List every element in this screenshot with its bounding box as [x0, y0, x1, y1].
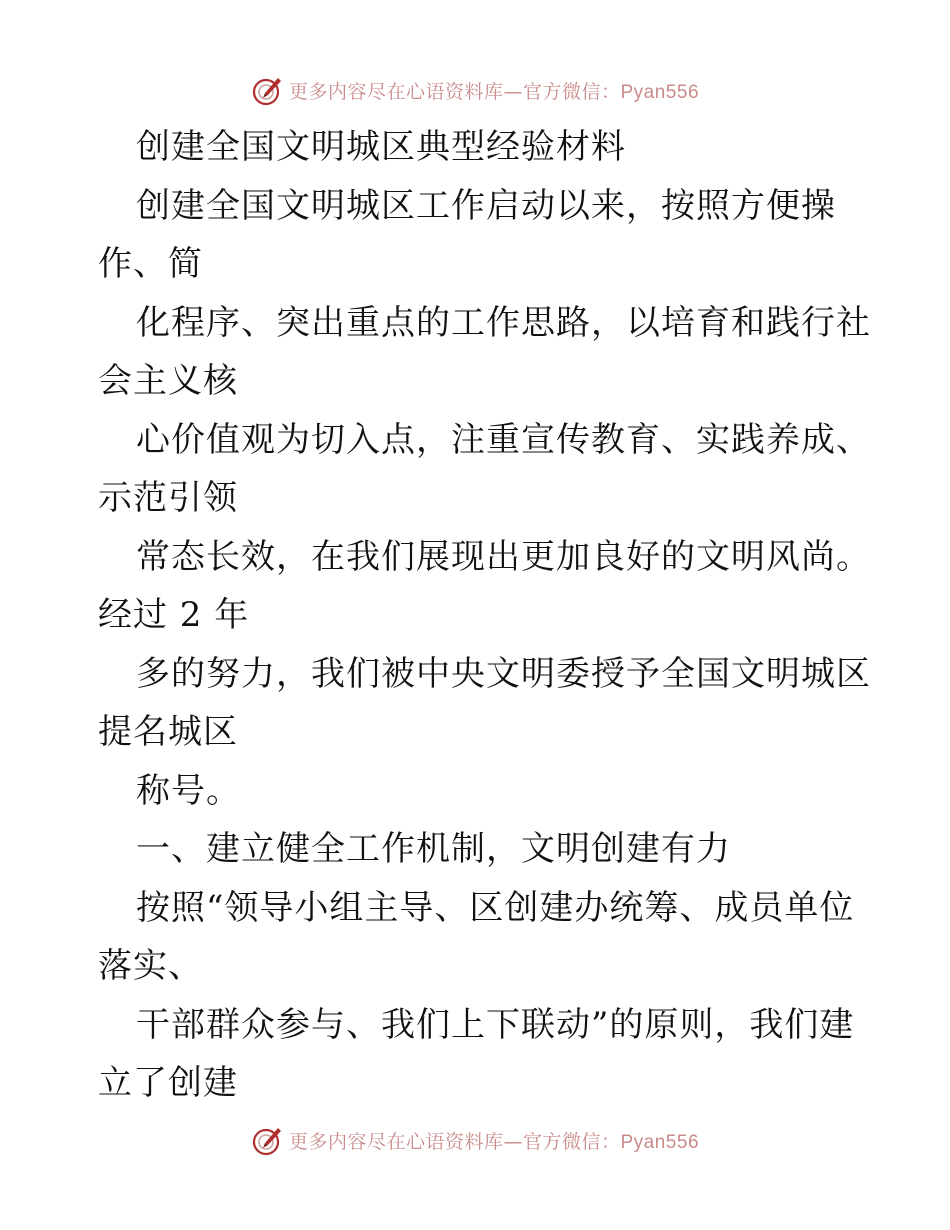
header-banner — [0, 68, 950, 112]
text-line: 经过 2 年 — [98, 595, 250, 635]
wechat-handle: Pyan556 — [620, 81, 700, 103]
text-line: 立了创建 — [98, 1063, 238, 1103]
text-line: 创建全国文明城区典型经验材料 — [136, 127, 626, 167]
pen-nib-logo-icon — [251, 1123, 285, 1157]
banner-text — [289, 1127, 699, 1154]
text-line: 提名城区 — [98, 712, 238, 752]
pen-nib-logo-icon — [251, 73, 285, 107]
document-body — [98, 118, 871, 1113]
text-line: 心价值观为切入点，注重宣传教育、实践养成、 — [136, 419, 871, 460]
text-line: 创建全国文明城区工作启动以来，按照方便操 — [136, 185, 836, 226]
banner-slogan: 更多内容尽在心语资料库—官方微信： — [288, 1130, 621, 1153]
text-line: 多的努力，我们被中央文明委授予全国文明城区 — [136, 653, 871, 694]
text-line: 会主义核 — [98, 361, 238, 401]
text-line: 作、简 — [98, 244, 203, 284]
text-line: 落实、 — [98, 946, 203, 986]
wechat-handle: Pyan556 — [620, 1131, 700, 1153]
text-line: 示范引领 — [98, 478, 238, 518]
text-line: 称号。 — [136, 770, 241, 811]
text-line: 一、建立健全工作机制，文明创建有力 — [136, 829, 731, 869]
text-line: 按照“领导小组主导、区创建办统筹、成员单位 — [136, 887, 855, 928]
footer-banner — [0, 1118, 950, 1162]
banner-text — [289, 77, 699, 104]
banner-slogan: 更多内容尽在心语资料库—官方微信： — [288, 80, 621, 103]
text-line: 化程序、突出重点的工作思路，以培育和践行社 — [136, 302, 871, 343]
text-line: 常态长效，在我们展现出更加良好的文明风尚。 — [136, 536, 871, 577]
text-line: 干部群众参与、我们上下联动”的原则，我们建 — [136, 1004, 855, 1045]
